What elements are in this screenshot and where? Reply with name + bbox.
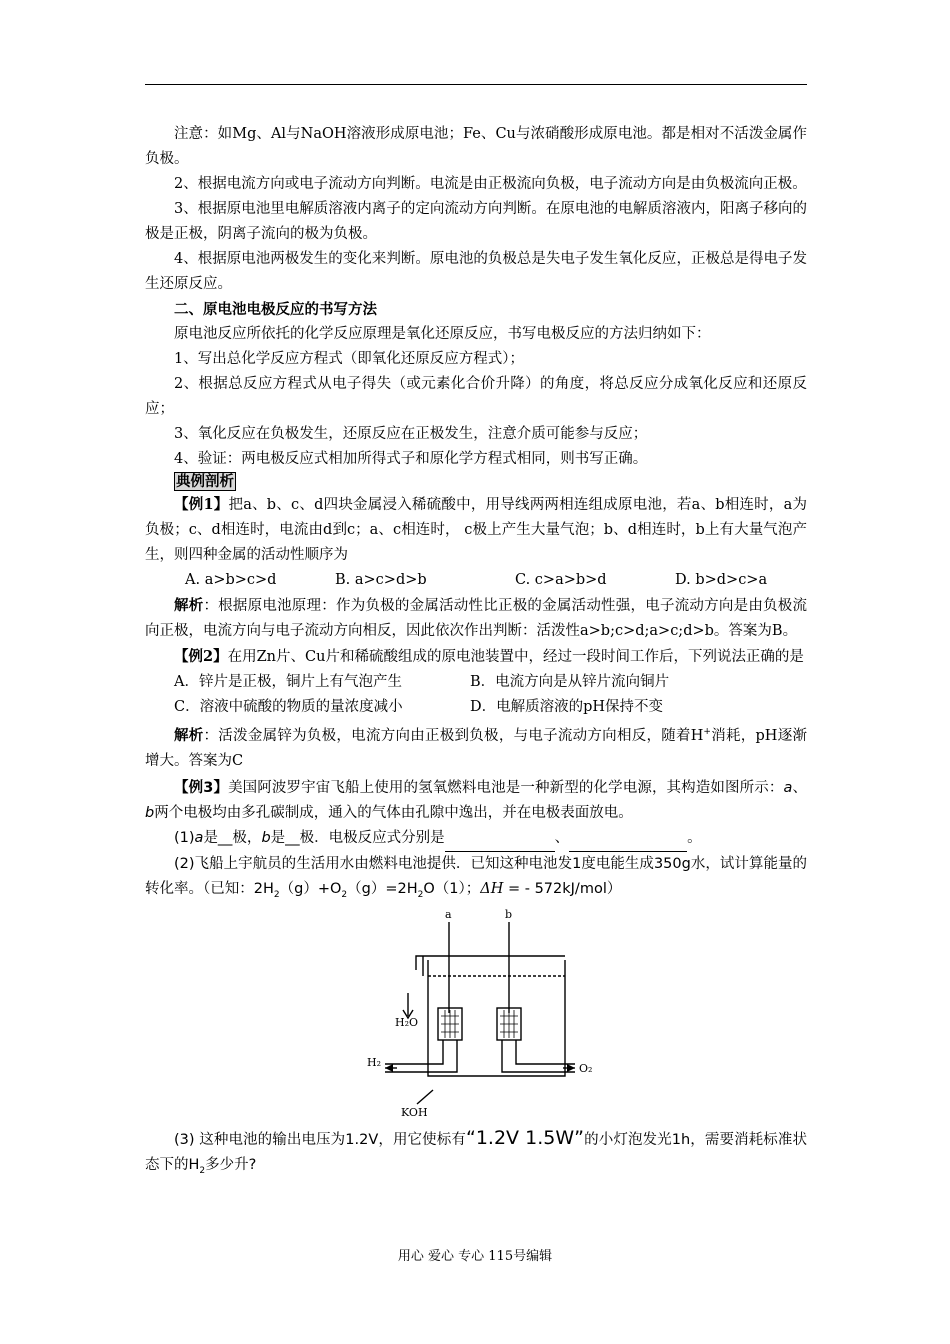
h2-arrowhead [385,1064,393,1072]
note-paragraph: 注意：如Mg、Al与NaOH溶液形成原电池；Fe、Cu与浓硝酸形成原电池。都是相对不活泼金属作负极。 [145,126,807,167]
example-2-text: 在用Zn片、Cu片和稀硫酸组成的原电池装置中，经过一段时间工作后，下列说法正确的是 [227,649,804,665]
example-2-analysis [145,720,807,774]
analysis-label: 解析 [174,726,204,744]
example-2-options-ab [145,670,807,695]
label-h2o: H₂O [395,1015,419,1029]
option-a: A．锌片是正极，铜片上有气泡产生 [174,674,402,690]
section-label-row [145,472,807,492]
rule-4: 4、根据原电池两极发生的变化来判断。原电池的负极总是失电子发生氧化反应，正极总是得电子发生还原反应。 [145,251,807,292]
subscript: 2 [273,889,280,900]
h2-tube [385,1040,443,1064]
example-3 [145,776,807,826]
rule-2: 2、根据电流方向或电子流动方向判断。电流是由正极流向负极，电子流动方向是由负极流向正极。 [174,176,807,192]
example-1-text: 把a、b、c、d四块金属浸入稀硫酸中，用导线两两相连组成原电池，若a、b相连时，a为负极；c、d相连时，电流由d到c；a、c相连时， c极上产生大量气泡；b、d相连时，b上有大量气泡产生，则四种金属的活动性顺序为 [145,497,807,563]
label-h2: H₂ [367,1055,382,1069]
option-d: D. b>d>c>a [675,572,768,588]
q3-post: 的小灯泡发光1h，需要消耗标准状态下的H [145,1131,807,1173]
q2-d: O（1）； [423,880,481,897]
header-rule [145,84,807,85]
subscript: 2 [341,889,348,900]
q2-text: (2)飞船上宇航员的生活用水由燃料电池提供．已知这种电池发1度电能生成350g水，试计算能量的转化率。（已知：2H [145,855,807,897]
var-b: b [261,829,271,846]
analysis-label: 解析 [174,597,204,614]
q1-end: 。 [687,829,702,846]
step-4: 4、验证：两电极反应式相加所得式子和原化学方程式相同，则书写正确。 [174,451,648,467]
question-1 [145,826,807,852]
fuel-cell-figure [145,908,807,1118]
superscript: + [703,727,711,737]
q1-num: (1) [174,829,195,846]
example-3-label: 【例3】 [174,779,229,796]
q2-e: = - 572kJ/mol） [503,880,622,897]
analysis-text: ：活泼金属锌为负极，电流方向由正极到负极，与电子流动方向相反，随着H [203,727,704,744]
question-2 [145,852,807,908]
example-3-text-end: 两个电极均由多孔碳制成，通入的气体由孔隙中逸出，并在电极表面放电。 [154,804,633,821]
label-a: a [445,907,452,921]
example-1-analysis [145,593,807,644]
option-a: A. a>b>c>d [185,572,277,588]
analysis-text-end: 消耗，pH逐渐增大。答案为C [145,727,807,769]
analysis-text: ：根据原电池原理：作为负极的金属活动性比正极的金属活动性强，电子流动方向是由负极流向正极，电流方向与电子流动方向相反，因此依次作出判断：活泼性a>b;c>d;a>c;d>b。答案为B。 [145,598,807,639]
sep: 、 [792,779,808,796]
q1-mid: 是__极， [203,829,262,846]
method-intro: 原电池反应所依托的化学反应原理是氧化还原反应，书写电极反应的方法归纳如下： [174,326,711,342]
q3-pre: (3) 这种电池的输出电压为1.2V，用它使标有 [174,1131,466,1148]
example-2-label: 【例2】 [174,648,228,665]
option-d: D．电解质溶液的pH保持不变 [470,699,664,715]
subscript: 2 [199,1165,206,1176]
rule-3: 3、根据原电池里电解质溶液内离子的定向流动方向判断。在原电池的电解质溶液内，阳离子移向的极是正极，阴离子流向的极为负极。 [145,201,807,242]
example-2 [145,644,807,670]
fuel-cell-diagram [145,908,807,1118]
option-c: C. c>a>b>d [515,572,607,588]
step-3: 3、氧化反应在负极发生，还原反应在正极发生，注意介质可能参与反应； [174,426,648,442]
example-3-text: 美国阿波罗宇宙飞船上使用的氢氧燃料电池是一种新型的化学电源，其构造如图所示： [228,779,784,796]
label-b: b [505,907,513,921]
inlet-pipe [416,956,428,970]
var-a: a [783,779,793,796]
delta-h: ΔH [480,880,504,897]
q2-c: （g）=2H [347,880,418,897]
document-body [145,122,807,1184]
page-footer: 用心 爱心 专心 115号编辑 [397,1249,553,1264]
lamp-rating: “1.2V 1.5W” [465,1126,585,1149]
var-b: b [145,804,155,821]
section-label: 典例剖析 [176,473,234,490]
example-1-label: 【例1】 [174,496,229,513]
option-c: C．溶液中硫酸的物质的量浓度减小 [174,699,403,715]
label-koh: KOH [401,1105,428,1118]
question-3 [145,1126,807,1184]
example-1-options [145,568,807,593]
q1-post: 是__极．电极反应式分别是 [270,829,445,846]
subscript: 2 [417,889,424,900]
answer-blank-2[interactable] [569,826,687,852]
step-2: 2、根据总反应方程式从电子得失（或元素化合价升降）的角度，将总反应分成氧化反应和还原反应； [145,376,807,417]
o2-tube [502,1040,575,1072]
example-1 [145,492,807,568]
var-a: a [194,829,204,846]
q1-sep: 、 [554,829,570,846]
koh-leader [417,1090,433,1104]
q3-end: 多少升? [205,1156,257,1173]
answer-blank-1[interactable] [445,826,555,852]
option-b: B．电流方向是从锌片流向铜片 [470,674,670,690]
q2-b: （g）+O [279,880,342,897]
label-o2: O₂ [579,1061,593,1075]
option-b: B. a>c>d>b [335,572,427,588]
section-heading-2: 二、原电池电极反应的书写方法 [174,301,377,318]
o2-arrowhead [567,1064,575,1072]
example-2-options-cd [145,695,807,720]
step-1: 1、写出总化学反应方程式（即氧化还原反应方程式）； [174,351,524,367]
